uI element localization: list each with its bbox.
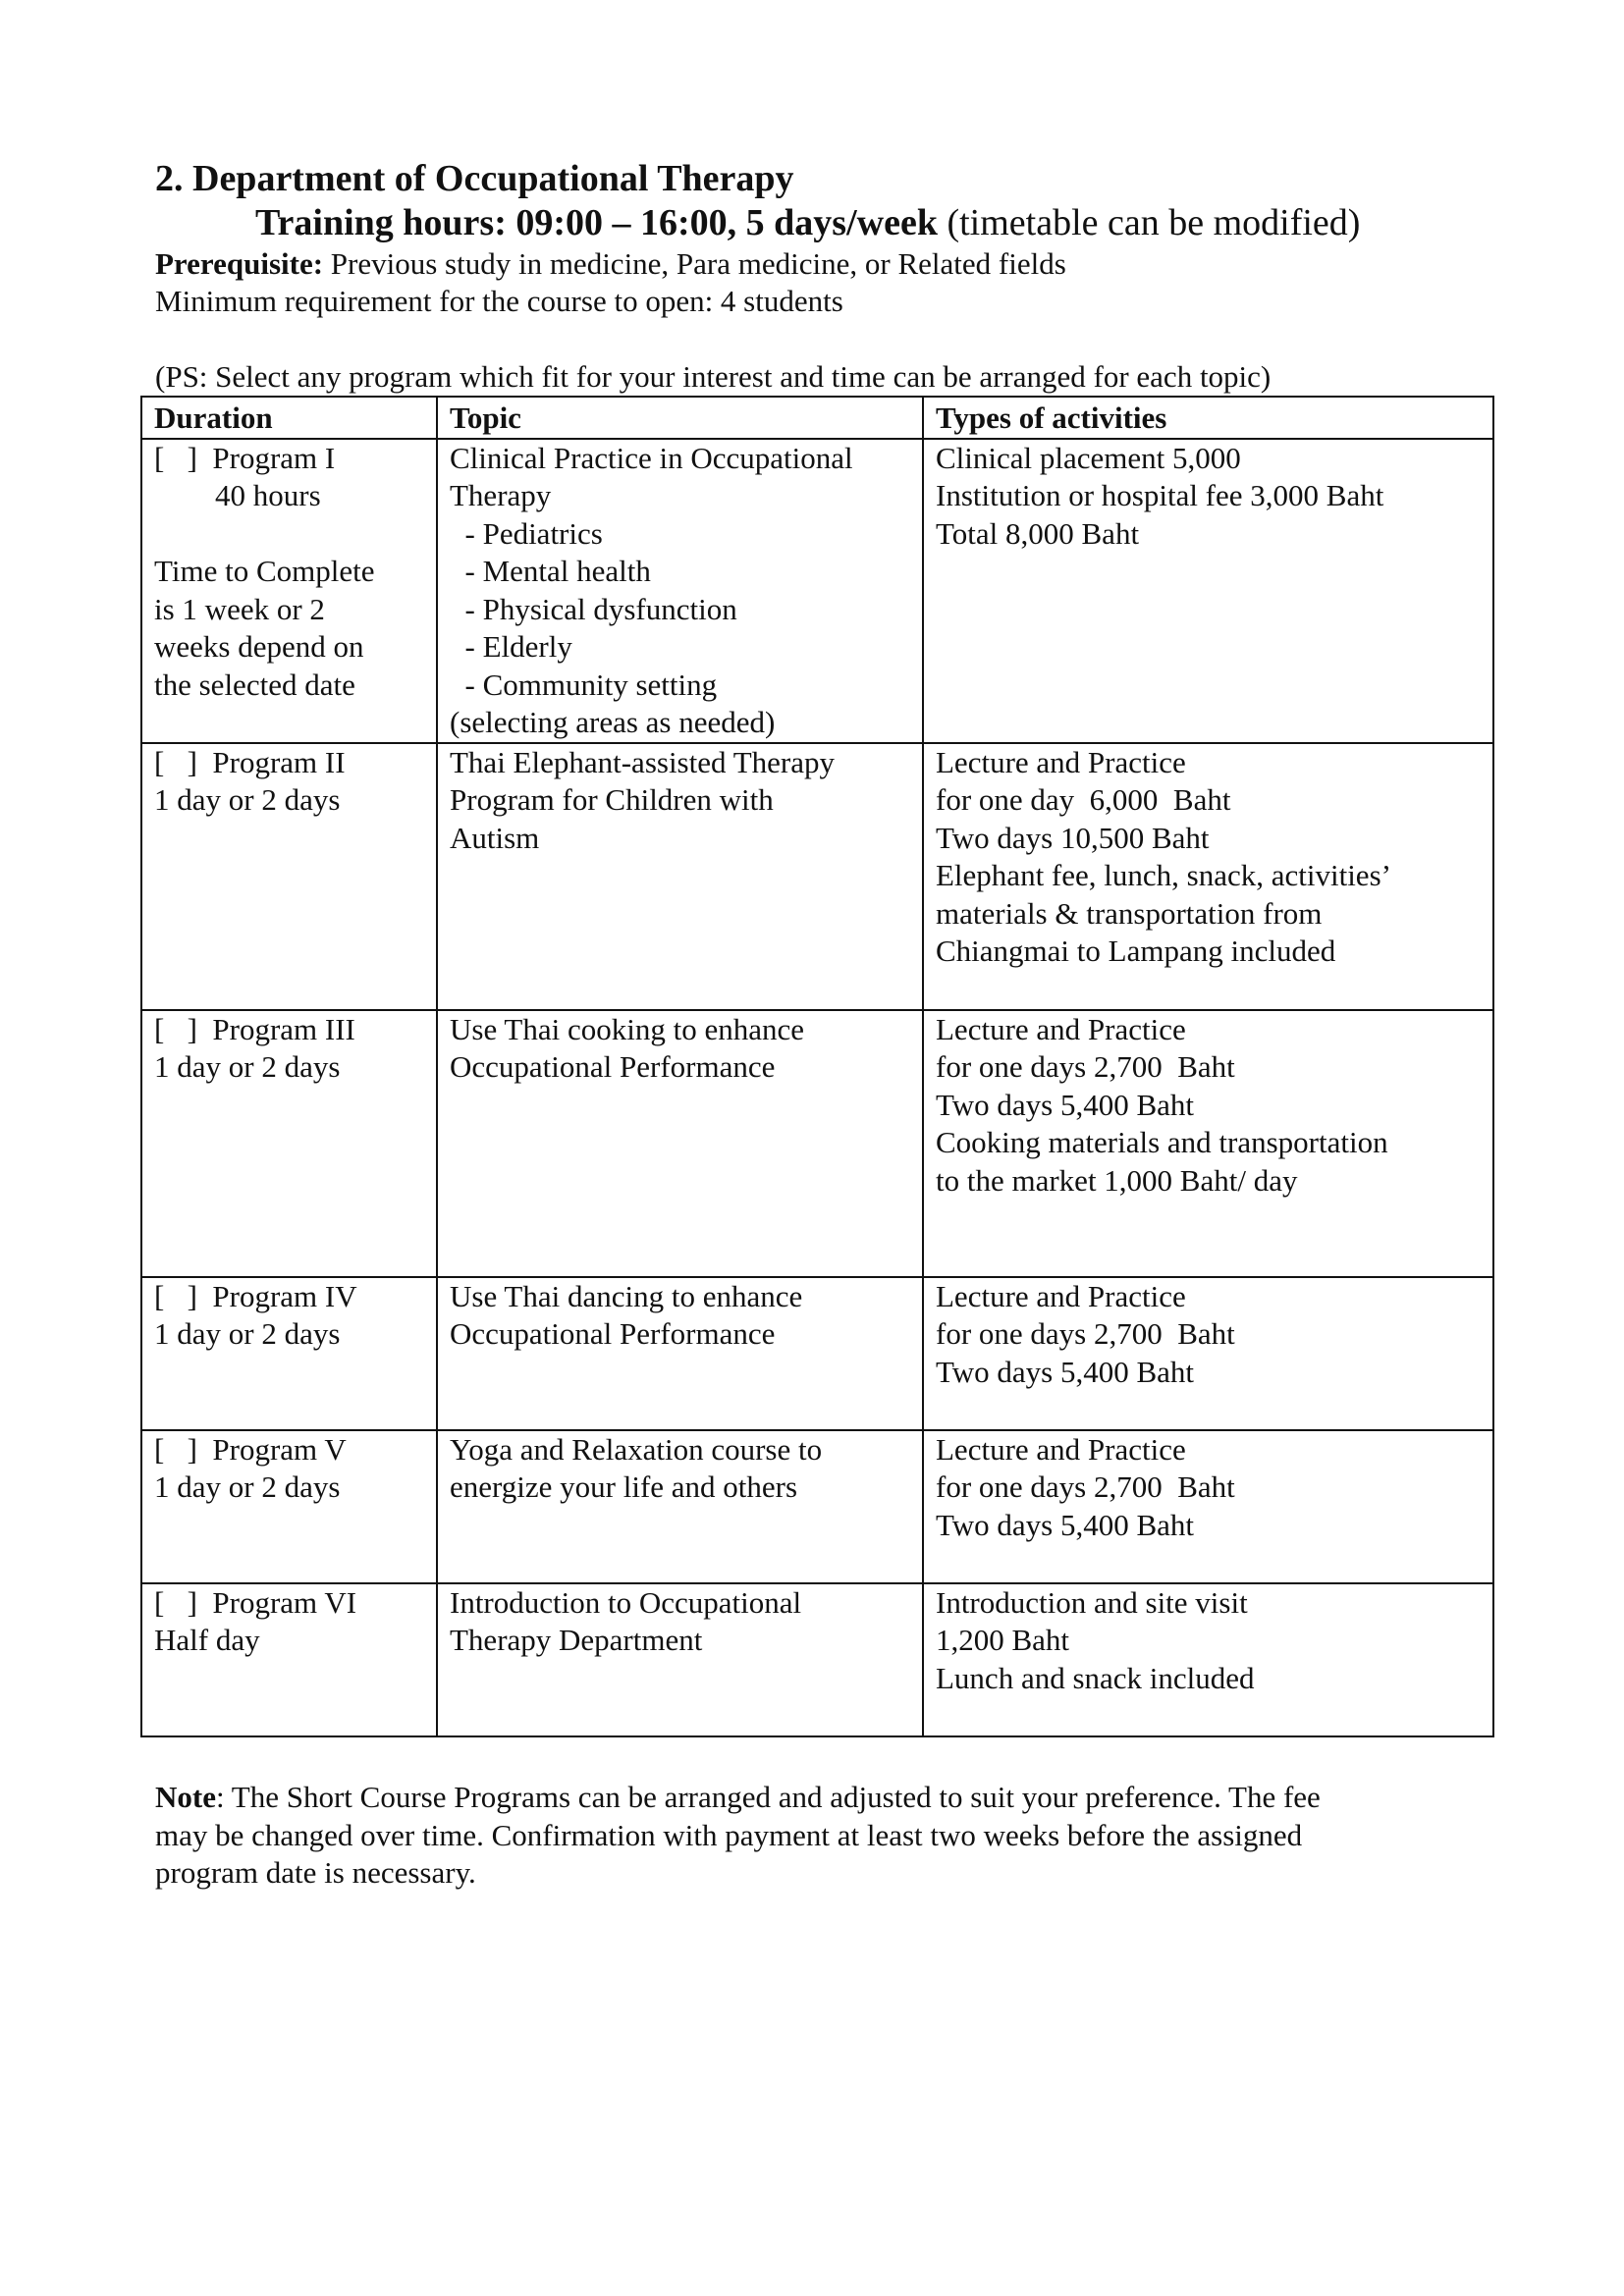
cell-line: - Pediatrics (450, 515, 603, 551)
topic-cell (437, 439, 923, 743)
topic-cell (437, 743, 923, 1010)
cell-line: [ ] Program I (154, 440, 336, 475)
duration-cell (141, 1277, 437, 1430)
cell-line: weeks depend on (154, 629, 364, 664)
cell-line: Two days 5,400 Baht (936, 1507, 1195, 1542)
activities-cell (923, 1010, 1493, 1277)
duration-cell (141, 743, 437, 1010)
duration-cell (141, 439, 437, 743)
topic-cell (437, 1583, 923, 1736)
note-text: : The Short Course Programs can be arranged and adjusted to suit your preference. The fee (215, 1780, 1321, 1814)
note-line: program date is necessary. (155, 1855, 476, 1890)
cell-line: [ ] Program VI (154, 1584, 357, 1620)
training-hours (255, 199, 1360, 246)
footnote (155, 1779, 1432, 1893)
cell-line: [ ] Program IV (154, 1278, 357, 1313)
cell-line: [ ] Program II (154, 744, 346, 779)
activities-cell (923, 743, 1493, 1010)
training-hours-label: Training hours: 09:00 – 16:00, 5 days/week (255, 202, 938, 243)
cell-line: Two days 5,400 Baht (936, 1354, 1195, 1389)
cell-line: Lecture and Practice (936, 1011, 1186, 1046)
cell-line: for one day 6,000 Baht (936, 782, 1231, 817)
cell-line: Total 8,000 Baht (936, 515, 1140, 551)
cell-line: Clinical placement 5,000 (936, 440, 1241, 475)
cell-line: 1 day or 2 days (154, 782, 341, 817)
note-line: may be changed over time. Confirmation with payment at least two weeks before the assigned (155, 1817, 1303, 1852)
prerequisite-text: Previous study in medicine, Para medicine, or Related fields (323, 246, 1066, 281)
training-hours-note: (timetable can be modified) (937, 202, 1361, 243)
note-line (155, 1779, 1432, 1817)
cell-line: energize your life and others (450, 1469, 798, 1504)
column-header-activities: Types of activities (923, 397, 1493, 439)
cell-line: (selecting areas as needed) (450, 705, 776, 739)
cell-line: Thai Elephant-assisted Therapy (450, 744, 835, 779)
duration-cell (141, 1010, 437, 1277)
column-header-topic: Topic (437, 397, 923, 439)
cell-line: Chiangmai to Lampang included (936, 934, 1336, 968)
cell-line: Institution or hospital fee 3,000 Baht (936, 478, 1384, 512)
topic-cell (437, 1277, 923, 1430)
ps-note: (PS: Select any program which fit for your interest and time can be arranged for each topic) (155, 359, 1272, 394)
cell-line: Occupational Performance (450, 1049, 776, 1084)
section-title: 2. Department of Occupational Therapy (155, 158, 794, 199)
cell-line: Program for Children with (450, 782, 774, 817)
activities-cell (923, 1430, 1493, 1583)
cell-line: Two days 10,500 Baht (936, 820, 1210, 855)
cell-line: 1 day or 2 days (154, 1049, 341, 1084)
activities-cell (923, 1277, 1493, 1430)
cell-line: [ ] Program III (154, 1011, 355, 1046)
cell-line: Lunch and snack included (936, 1660, 1255, 1695)
cell-line: Autism (450, 820, 540, 855)
cell-line: Occupational Performance (450, 1316, 776, 1351)
cell-line: - Elderly (450, 629, 572, 664)
line-spacer (154, 515, 424, 554)
cell-line: Introduction and site visit (936, 1584, 1248, 1620)
note-label: Note (155, 1780, 216, 1814)
table-header-row (141, 397, 1493, 439)
cell-line: - Physical dysfunction (450, 591, 737, 626)
table-row (141, 1277, 1493, 1430)
table-row (141, 439, 1493, 743)
duration-cell (141, 1583, 437, 1736)
cell-line: is 1 week or 2 (154, 591, 325, 626)
table-row (141, 743, 1493, 1010)
cell-line: 1,200 Baht (936, 1623, 1070, 1657)
programs-table (140, 396, 1494, 1737)
cell-line: Therapy Department (450, 1623, 703, 1657)
activities-cell (923, 1583, 1493, 1736)
cell-line: Elephant fee, lunch, snack, activities’ (936, 858, 1391, 892)
cell-line: - Mental health (450, 554, 651, 588)
cell-line: - Community setting (450, 667, 718, 702)
cell-line: Two days 5,400 Baht (936, 1087, 1195, 1122)
table-row (141, 1430, 1493, 1583)
cell-line: Introduction to Occupational (450, 1584, 802, 1620)
minimum-requirement: Minimum requirement for the course to open: 4 students (155, 284, 843, 318)
cell-line: 1 day or 2 days (154, 1469, 341, 1504)
cell-line: materials & transportation from (936, 895, 1323, 931)
cell-line: for one days 2,700 Baht (936, 1469, 1235, 1504)
duration-cell (141, 1430, 437, 1583)
prerequisite-line (155, 245, 1066, 283)
cell-line: Half day (154, 1623, 260, 1657)
cell-line: Lecture and Practice (936, 1431, 1186, 1467)
cell-line: Therapy (450, 478, 552, 512)
cell-line: Lecture and Practice (936, 1278, 1186, 1313)
cell-line: Clinical Practice in Occupational (450, 440, 853, 475)
prerequisite-label: Prerequisite: (155, 246, 324, 281)
topic-cell (437, 1430, 923, 1583)
topic-cell (437, 1010, 923, 1277)
cell-line: Time to Complete (154, 554, 375, 588)
cell-line: 1 day or 2 days (154, 1316, 341, 1351)
cell-line: Yoga and Relaxation course to (450, 1431, 823, 1467)
cell-line: Cooking materials and transportation (936, 1125, 1388, 1159)
cell-line: to the market 1,000 Baht/ day (936, 1162, 1298, 1198)
cell-line: for one days 2,700 Baht (936, 1316, 1235, 1351)
activities-cell (923, 439, 1493, 743)
cell-line: for one days 2,700 Baht (936, 1049, 1235, 1084)
table-row (141, 1010, 1493, 1277)
cell-line: Use Thai cooking to enhance (450, 1011, 804, 1046)
column-header-duration: Duration (141, 397, 437, 439)
cell-line: [ ] Program V (154, 1431, 347, 1467)
cell-line: Lecture and Practice (936, 744, 1186, 779)
cell-line: the selected date (154, 667, 355, 702)
cell-line: Use Thai dancing to enhance (450, 1278, 803, 1313)
cell-line: 40 hours (154, 478, 321, 512)
table-row (141, 1583, 1493, 1736)
